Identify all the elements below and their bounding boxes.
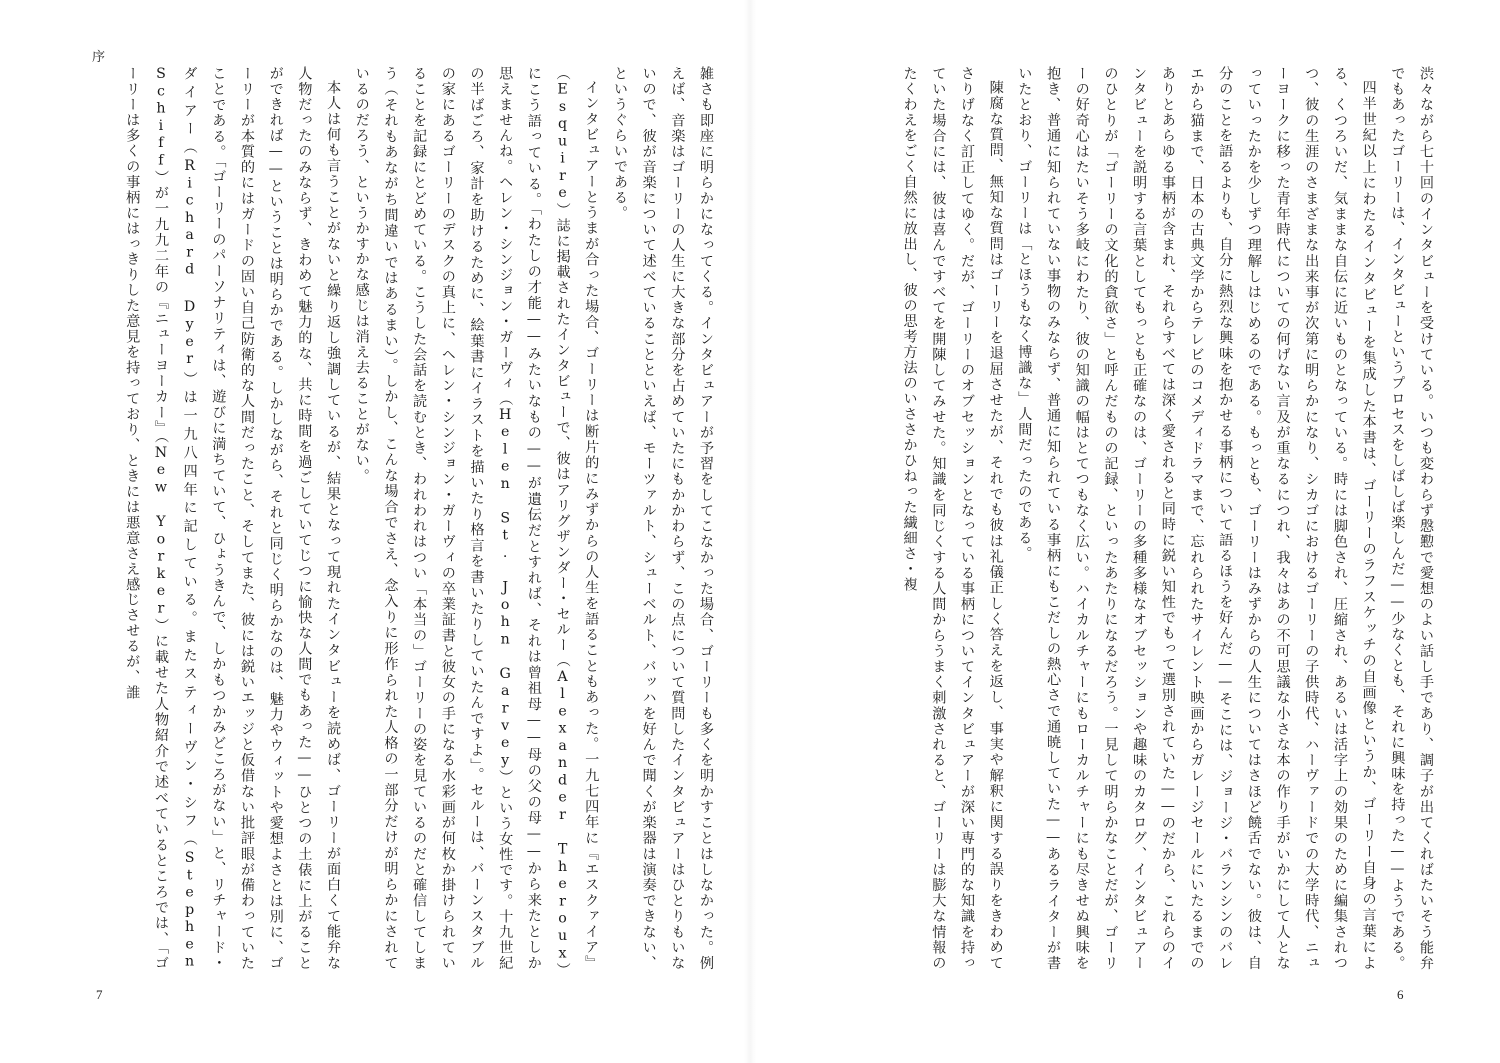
right-page-body bbox=[820, 66, 1440, 971]
right-page bbox=[750, 0, 1500, 1063]
paragraph: 陳腐な質問、無知な質問はゴーリーを退屈させたが、それでも彼は礼儀正しく答えを返し、事実や解釈に関する誤りをきわめてさりげなく訂正してゆく。だが、ゴーリーのオブセッションとなっている事柄についてインタビュアーが深い専門的な知識を持っていた場合には、彼は喜んですべてを開陳してみせた。知識を同じくする人間からうまく刺激されると、ゴーリーは膨大な情報のたくわえをごく自然に放出し、彼の思考方法のいささかひねった繊細さ・複 bbox=[901, 66, 1004, 971]
paragraph: 雑さも即座に明らかになってくる。インタビュアーが予習をしてこなかった場合、ゴーリーも多くを明かすことはしなかった。例えば、音楽はゴーリーの人生に大きな部分を占めていたにもかかわらず、この点について質問したインタビュアーはひとりもいないので、彼が音楽について述べていることといえば、モーツァルト、シューベルト、バッハを好んで聞くが楽器は演奏できない、というぐらいである。 bbox=[611, 66, 714, 971]
paragraph: インタビュアーとうまが合った場合、ゴーリーは断片的にみずからの人生を語ることもあった。一九七四年に『エスクァイア』（Esquire）誌に掲載されたインタビューで、彼はアリグザンダー・セルー（Alexander Theroux）にこう語っている。「わたしの才能——みたいなもの——が遺伝だとすれば、それは曾祖母——母の父の母——から来たとしか思えませんね。ヘレン・シンジョン・ガーヴィ（Helen St. John Garvey）という女性です。十九世紀の半ばごろ、家計を助けるために、絵葉書にイラストを描いたり格言を書いたりしていたんですよ」。セルーは、バーンスタブルの家にあるゴーリーのデスクの真上に、ヘレン・シンジョン・ガーヴィの卒業証書と彼女の手になる水彩画が何枚か掛けられていることを記録にとどめている。こうした会話を読むとき、われわれはつい「本当の」ゴーリーの姿を見ているのだと確信してしまう（それもあながち間違いではあるまい）。しかし、こんな場合でさえ、念入りに形作られた人格の一部分だけが明らかにされているのだろう、というかすかな感じは消え去ることがない。 bbox=[353, 66, 600, 971]
left-page-body bbox=[72, 66, 720, 971]
paragraph: 四半世紀以上にわたるインタビューを集成した本書は、ゴーリーのラフスケッチの自画像というか、ゴーリー自身の言葉による、くつろいだ、気ままな自伝に近いものとなっている。時には脚色され、圧縮され、あるいは活字上の効果のために編集されつつ、彼の生涯のさまざまな出来事が次第に明らかになり、シカゴにおけるゴーリーの子供時代、ハーヴァードでの大学時代、ニューヨークに移った青年時代についての何げない言及が重なるにつれ、我々はあの不可思議な小さな本の作り手がいかにして人となっていったかを少しずつ理解しはじめるのである。もっとも、ゴーリーはみずからの人生についてはさほど饒舌でない。彼は、自分のことを語るよりも、自分に熱烈な興味を抱かせる事柄について語るほうを好んだ——そこには、ジョージ・バランシンのバレエから猫まで、日本の古典文学からテレビのコメディドラマまで、忘れられたサイレント映画からガレージセールにいたるまでのありとあらゆる事柄が含まれ、それらすべては深く愛されると同時に鋭い知性でもって選別されていた——のだから、これらのインタビューを説明する言葉としてもっとも正確なのは、ゴーリーの多種多様なオブセッションや趣味のカタログ、インタビュアーのひとりが「ゴーリーの文化的貪欲さ」と呼んだものの記録、といったあたりになるだろう。一見して明らかなことだが、ゴーリーの好奇心はたいそう多岐にわたり、彼の知識の幅はとてつもなく広い。ハイカルチャーにもローカルチャーにも尽きせぬ興味を抱き、普通に知られていない事物のみならず、普通に知られている事柄にもこだしの熱心さで通暁していた——あるライターが書いたとおり、ゴーリーは「とほうもなく博識な」人間だったのである。 bbox=[1016, 66, 1377, 971]
running-head: 序 bbox=[92, 49, 106, 64]
paragraph: 渋々ながら七十回のインタビューを受けている。いつも変わらず慇懃で愛想のよい話し手であり、調子が出てくればたいそう能弁でもあったゴーリーは、インタビューというプロセスをしばしば楽しんだ——少なくとも、それに興味を持った——ようである。 bbox=[1389, 66, 1434, 971]
page-number-right: 6 bbox=[1396, 987, 1404, 1002]
paragraph: 本人は何も言うことがないと繰り返し強調しているが、結果となって現れたインタビューを読めば、ゴーリーが面白くて能弁な人物だったのみならず、きわめて魅力的な、共に時間を過ごしていてじつに愉快な人間でもあった——ひとつの土俵に上がることができれば——ということは明らかである。しかしながら、それと同じく明らかなのは、魅力やウィットや愛想よさとは別に、ゴーリーが本質的にはガードの固い自己防衛的な人間だったこと、そしてまた、彼には鋭いエッジと仮借ない批評眼が備わっていたことである。「ゴーリーのパーソナリティは、遊びに満ちていて、ひょうきんで、しかもつかみどころがない」と、リチャード・ダイアー（Richard Dyer）は一九八四年に記している。またスティーヴン・シフ（Stephen Schiff）が一九九二年の『ニューヨーカー』（New Yorker）に載せた人物紹介で述べているところでは、「ゴーリーは多くの事柄にはっきりした意見を持っており、ときには悪意さえ感じさせるが、誰 bbox=[124, 66, 342, 971]
page-number-left: 7 bbox=[96, 987, 104, 1002]
